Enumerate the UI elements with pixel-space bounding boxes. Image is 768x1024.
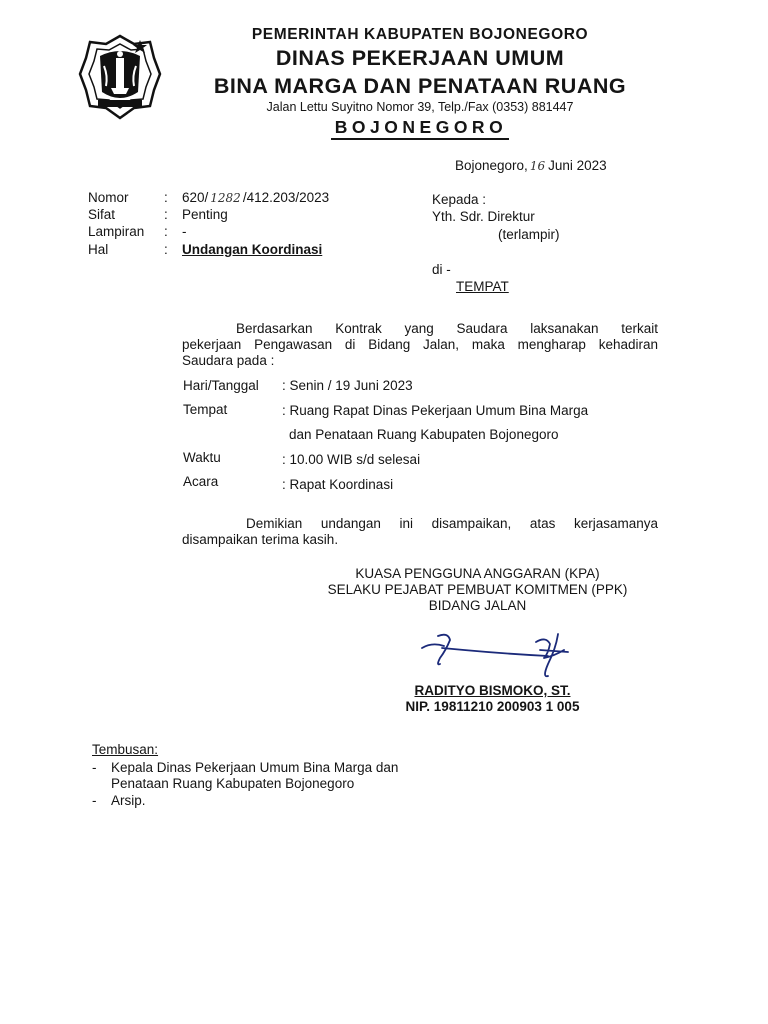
acara-label: Acara: [183, 474, 219, 489]
handwritten-signature: [418, 628, 578, 688]
signatory-title-2: SELAKU PEJABAT PEMBUAT KOMITMEN (PPK): [327, 582, 628, 597]
letterhead-government: PEMERINTAH KABUPATEN BOJONEGORO: [251, 26, 589, 43]
hal-label: Hal: [88, 242, 109, 257]
hal-value: Undangan Koordinasi: [182, 242, 323, 257]
lampiran-label: Lampiran: [88, 224, 145, 239]
recipient-note: (terlampir): [498, 227, 560, 242]
signatory-nip: NIP. 19811210 200903 1 005: [405, 699, 580, 714]
sifat-label: Sifat: [88, 207, 116, 222]
hal-colon: :: [164, 242, 168, 257]
tempat-value-l2: dan Penataan Ruang Kabupaten Bojonegoro: [289, 427, 559, 442]
closing-paragraph: Demikian undangan ini disampaikan, atas kerjasamanya disampaikan terima kasih.: [182, 516, 658, 547]
recipient-name: Yth. Sdr. Direktur: [432, 209, 535, 224]
waktu-label: Waktu: [183, 450, 221, 465]
sifat-colon: :: [164, 207, 168, 222]
tembusan-item-1-l1: Kepala Dinas Pekerjaan Umum Bina Marga dan: [111, 760, 399, 775]
letterhead-division: BINA MARGA DAN PENATAAN RUANG: [213, 74, 627, 98]
nomor-label: Nomor: [88, 190, 129, 205]
hari-label: Hari/Tanggal: [183, 378, 259, 393]
opening-paragraph: Berdasarkan Kontrak yang Saudara laksanakan terkait pekerjaan Pengawasan di Bidang Jalan, maka mengharap kehadiran Saudara pada :: [182, 321, 658, 368]
tembusan-dash-1: -: [92, 760, 97, 775]
letter-date: Bojonegoro, 16 Juni 2023: [455, 158, 607, 173]
hari-value: : Senin / 19 Juni 2023: [282, 378, 413, 393]
tembusan-label: Tembusan:: [92, 742, 159, 757]
sifat-value: Penting: [182, 207, 228, 222]
nomor-colon: :: [164, 190, 168, 205]
lampiran-value: -: [182, 224, 187, 239]
lampiran-colon: :: [164, 224, 168, 239]
regency-emblem: [78, 32, 162, 122]
di-label: di -: [432, 262, 451, 277]
tempat-recipient: TEMPAT: [456, 279, 509, 294]
letterhead-department: DINAS PEKERJAAN UMUM: [275, 46, 565, 70]
kepada-label: Kepada :: [432, 192, 487, 207]
letterhead-address: Jalan Lettu Suyitno Nomor 39, Telp./Fax (0353) 881447: [266, 100, 574, 114]
signatory-name: RADITYO BISMOKO, ST.: [414, 683, 571, 698]
letterhead-city: BOJONEGORO: [170, 117, 670, 138]
tempat-label: Tempat: [183, 402, 228, 417]
date-day-handwritten: 16: [529, 159, 546, 173]
signatory-title-1: KUASA PENGGUNA ANGGARAN (KPA): [355, 566, 600, 581]
waktu-value: : 10.00 WIB s/d selesai: [282, 452, 421, 467]
tembusan-item-2: Arsip.: [111, 793, 146, 808]
tempat-value-l1: : Ruang Rapat Dinas Pekerjaan Umum Bina Marga: [282, 403, 589, 418]
acara-value: : Rapat Koordinasi: [282, 477, 394, 492]
tembusan-dash-2: -: [92, 793, 97, 808]
nomor-value: 620/ 1282 /412.203/2023: [182, 190, 330, 205]
nomor-handwritten: 1282: [210, 191, 241, 205]
tembusan-item-1-l2: Penataan Ruang Kabupaten Bojonegoro: [111, 776, 355, 791]
signatory-title-3: BIDANG JALAN: [428, 598, 527, 613]
